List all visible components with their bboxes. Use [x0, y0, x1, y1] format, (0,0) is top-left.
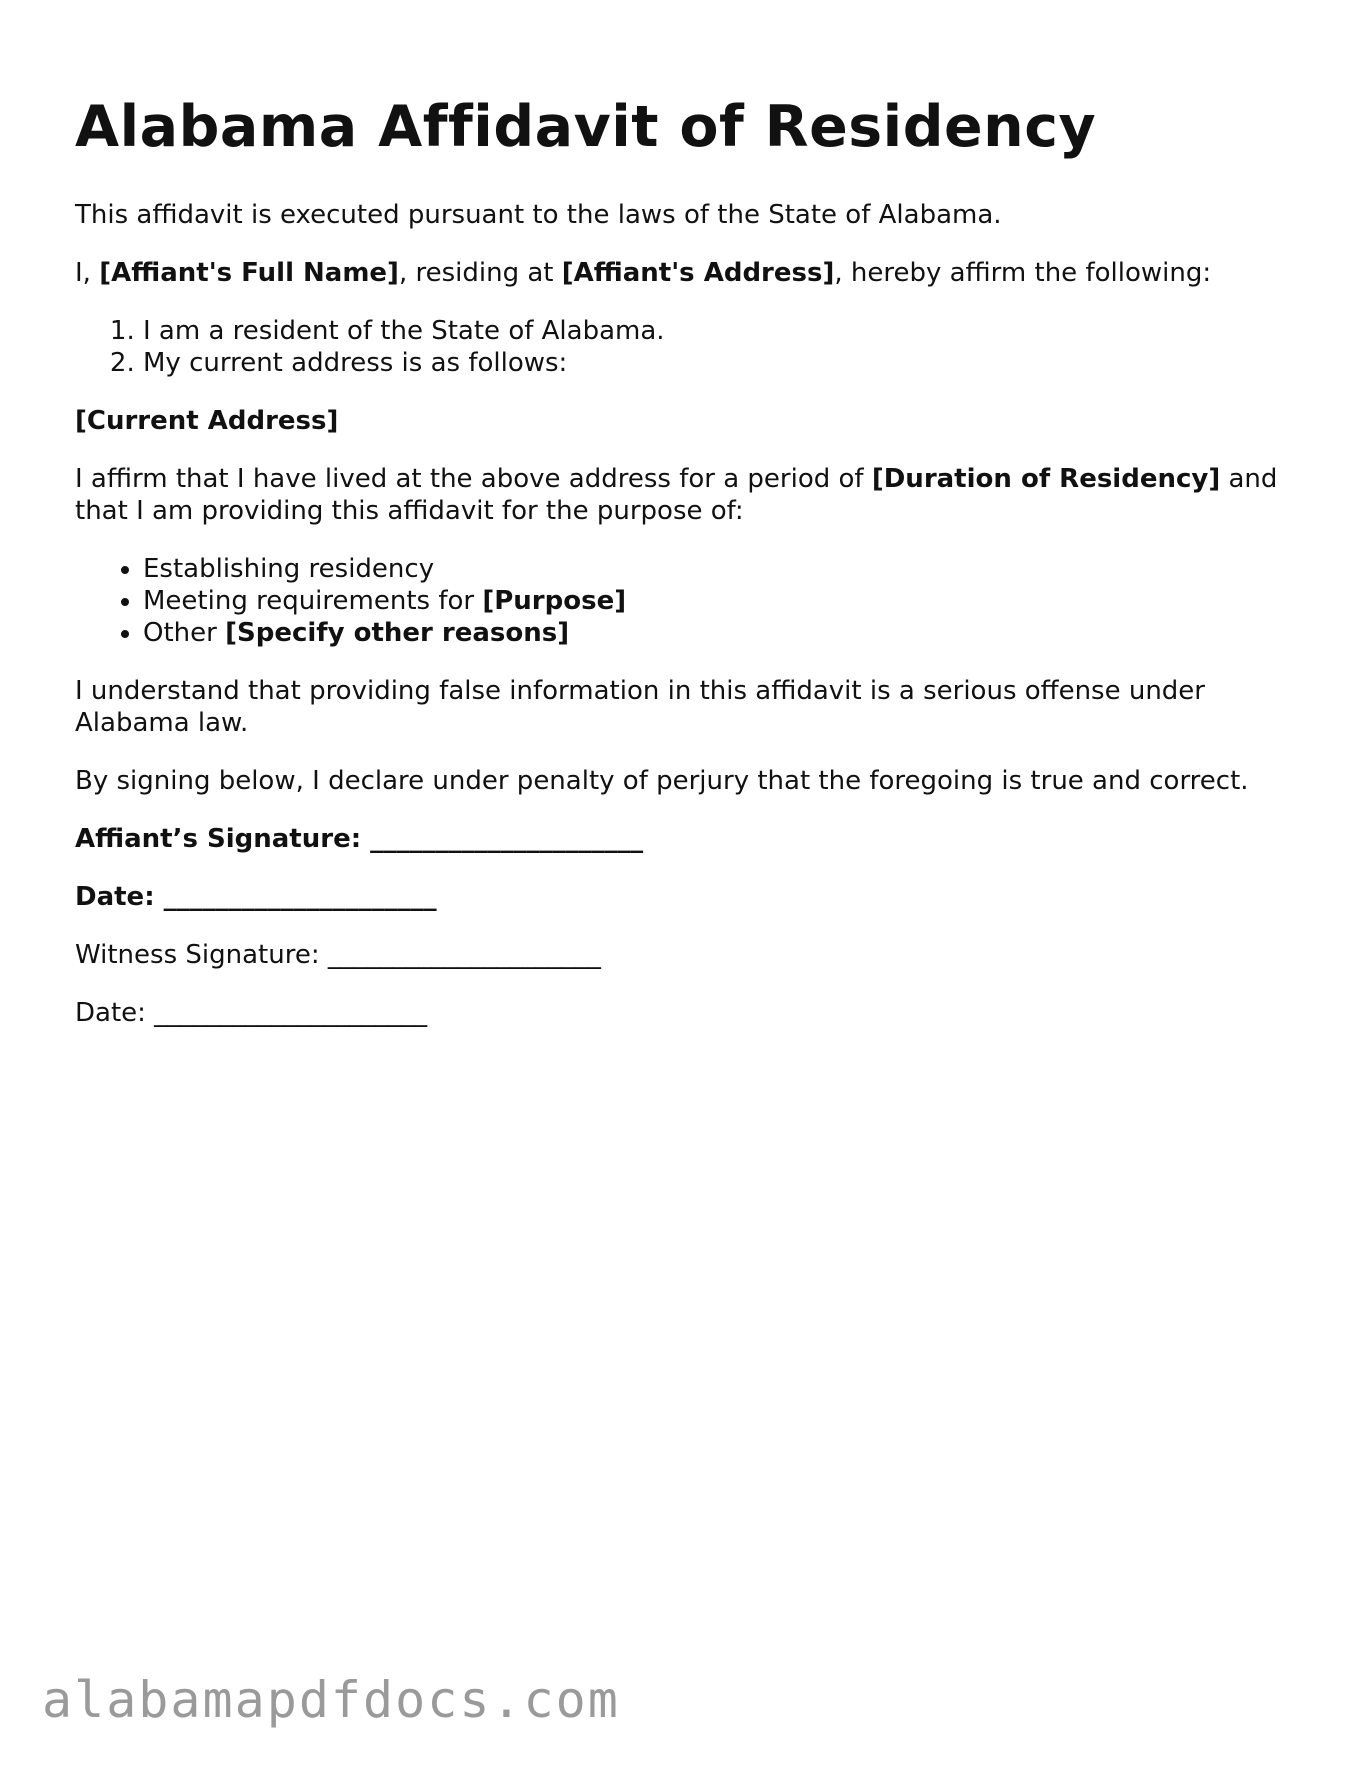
affiant-signature-line: Affiant’s Signature: _____________________: [75, 824, 644, 854]
affiant-date-line: Date: _____________________: [75, 882, 437, 912]
purpose-list: [75, 553, 1305, 649]
purpose-item-requirements-prefix: Meeting requirements for: [143, 586, 483, 616]
affirm-paragraph: [75, 257, 1305, 289]
witness-signature-line: Witness Signature: _____________________: [75, 940, 601, 970]
purpose-item-other: [143, 617, 1305, 649]
numbered-list: [75, 315, 1305, 379]
intro-paragraph: This affidavit is executed pursuant to the laws of the State of Alabama.: [75, 200, 1002, 230]
affirm-prefix: I,: [75, 258, 100, 288]
duration-placeholder: [Duration of Residency]: [871, 464, 1221, 494]
purpose-placeholder: [Purpose]: [482, 586, 627, 616]
affiant-name-placeholder: [Affiant's Full Name]: [99, 258, 399, 288]
duration-prefix: I affirm that I have lived at the above address for a period of: [75, 464, 872, 494]
affiant-address-placeholder: [Affiant's Address]: [561, 258, 835, 288]
duration-suffix: and that I am providing this affidavit for the purpose of:: [75, 464, 1278, 526]
numbered-item-address: 2. My current address is as follows:: [143, 347, 1305, 379]
duration-paragraph: [75, 463, 1305, 527]
site-watermark: alabamapdfdocs.com: [42, 1671, 620, 1729]
numbered-item-resident: 1. I am a resident of the State of Alabama.: [143, 315, 1305, 347]
affirm-middle: , residing at: [398, 258, 562, 288]
purpose-item-other-prefix: Other: [143, 618, 226, 648]
purpose-item-requirements: [143, 585, 1305, 617]
witness-date-line: Date: _____________________: [75, 998, 428, 1028]
document-page: [75, 92, 1305, 1029]
purpose-item-residency: [143, 553, 1305, 585]
document-title: Alabama Affidavit of Residency: [75, 94, 1097, 160]
current-address-placeholder: [Current Address]: [75, 406, 339, 436]
purpose-item-residency-text: Establishing residency: [143, 554, 435, 584]
false-information-paragraph: I understand that providing false information in this affidavit is a serious offense under Alabama law.: [75, 676, 1205, 738]
affirm-suffix: , hereby affirm the following:: [834, 258, 1212, 288]
declaration-paragraph: By signing below, I declare under penalty of perjury that the foregoing is true and correct.: [75, 766, 1249, 796]
other-reasons-placeholder: [Specify other reasons]: [225, 618, 570, 648]
